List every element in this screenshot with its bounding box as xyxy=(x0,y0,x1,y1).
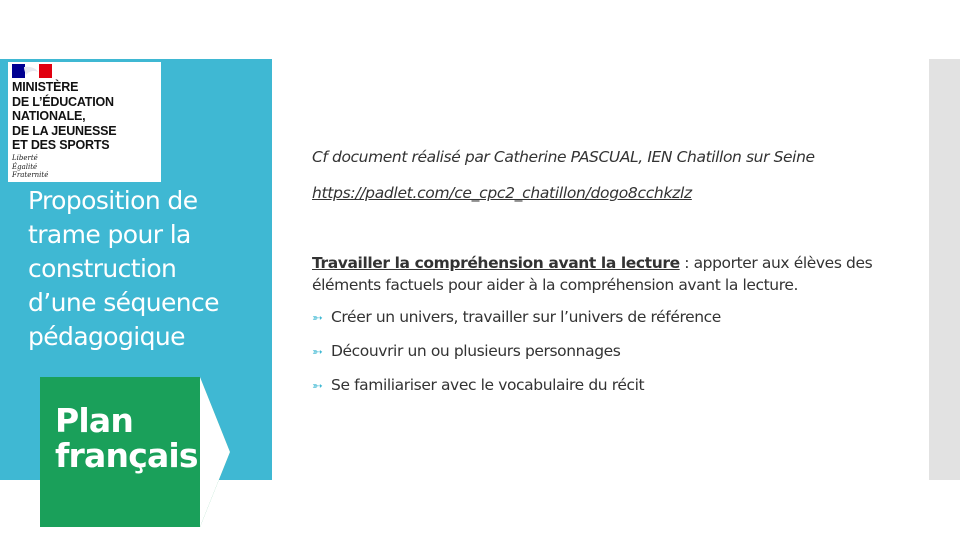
slide-title-line: trame pour la xyxy=(28,220,191,249)
padlet-link[interactable]: https://padlet.com/ce_cpc2_chatillon/dogo8cchkzlz xyxy=(312,184,692,202)
slide-title-line: pédagogique xyxy=(28,322,185,351)
slide-title xyxy=(28,184,268,354)
motto-line: Égalité xyxy=(12,162,38,171)
bullet-text: Créer un univers, travailler sur l’univers de référence xyxy=(331,308,721,326)
plan-line: Plan xyxy=(55,401,134,440)
ministry-line: NATIONALE, xyxy=(12,109,86,124)
bullet-list xyxy=(312,306,721,408)
slide-title-line: d’une séquence xyxy=(28,288,219,317)
list-item xyxy=(312,374,721,408)
ministry-name xyxy=(12,80,160,153)
paragraph-text: : apporter aux élèves des éléments factuels pour aider à la compréhension avant la lecture. xyxy=(312,254,873,294)
marianne-flag-icon xyxy=(12,64,52,78)
plan-francais-text xyxy=(55,403,198,473)
plan-line: français xyxy=(55,436,198,475)
ministry-line: MINISTÈRE xyxy=(12,80,79,94)
right-scroll-strip xyxy=(929,59,960,480)
arrow-bullet-icon: ➳ xyxy=(312,379,323,394)
ministry-line: DE L’ÉDUCATION xyxy=(12,94,114,109)
list-item xyxy=(312,306,721,340)
ministry-logo xyxy=(8,62,161,182)
intro-paragraph xyxy=(312,252,912,296)
list-item xyxy=(312,340,721,374)
arrow-bullet-icon: ➳ xyxy=(312,311,323,326)
ministry-line: ET DES SPORTS xyxy=(12,138,110,153)
arrow-bullet-icon: ➳ xyxy=(312,345,323,360)
bullet-text: Se familiariser avec le vocabulaire du récit xyxy=(331,376,645,394)
motto-line: Liberté xyxy=(12,154,38,162)
slide-title-line: Proposition de xyxy=(28,186,198,215)
paragraph-heading: Travailler la compréhension avant la lecture xyxy=(312,254,680,272)
bullet-text: Découvrir un ou plusieurs personnages xyxy=(331,342,621,360)
motto-line: Fraternité xyxy=(12,171,49,179)
republic-motto xyxy=(12,154,72,180)
slide-title-line: construction xyxy=(28,254,177,283)
document-credit: Cf document réalisé par Catherine PASCUAL, IEN Chatillon sur Seine xyxy=(312,148,815,166)
ministry-line: DE LA JEUNESSE xyxy=(12,123,117,138)
